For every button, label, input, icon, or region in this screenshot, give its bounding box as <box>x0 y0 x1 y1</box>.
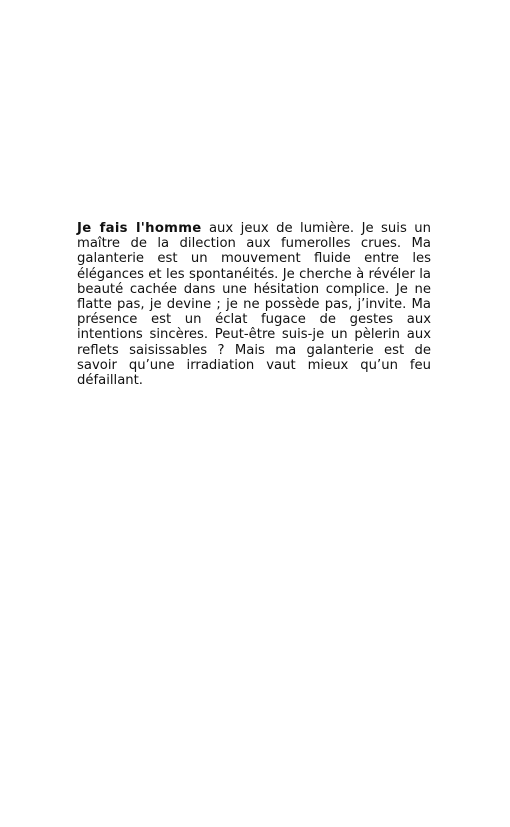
paragraph-body: aux jeux de lumière. Je suis un maître de la dilection aux fumerolles crues. Ma galanterie est un mouvement fluide entre les élégances et les spontanéités. Je cherche à révéler la beauté cachée dans une hésitation complice. Je ne flatte pas, je devine ; je ne possède pas, j’invite. Ma présence est un éclat fugace de gestes aux intentions sincères. Peut-être suis-je un pèlerin aux reflets saisissables ? Mais ma galanterie est de savoir qu’une irradiation vaut mieux qu’un feu défaillant. <box>77 221 431 389</box>
paragraph <box>77 221 431 388</box>
paragraph-lead: Je fais l'homme <box>77 221 202 236</box>
